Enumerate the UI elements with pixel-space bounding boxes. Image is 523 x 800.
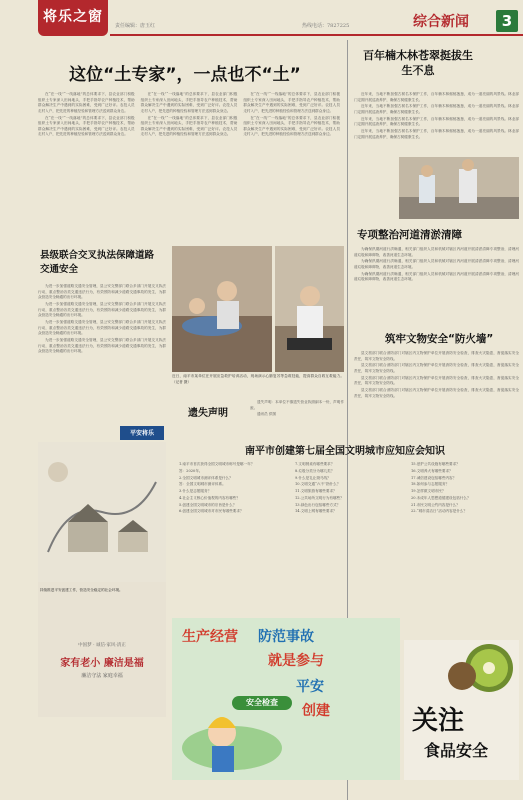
river-body xyxy=(354,247,519,317)
safety-line-4: 平安 xyxy=(296,679,324,695)
quiz-item: 7.文明餐桌有哪些要求？ xyxy=(295,462,335,466)
safety-line-1: 生产经营 xyxy=(182,629,238,645)
quiz-item: 16.文明养犬有哪些要求？ xyxy=(411,468,453,473)
notice-body xyxy=(250,400,344,430)
lead-paragraph: 在“在一线”“一线落地”的总体要求下，县农业部门积极组织土专家深入田间地头，手把手指导农户种植技术，帮助群众解决生产中遇到的实际困难，受到广泛好评。农技人员走村入户，把先进的种植经验和管理方法送到群众身边。 xyxy=(38,115,135,137)
photo-credit: （记者 摄） xyxy=(172,379,192,384)
masthead-logo-text: 将乐之窗 xyxy=(43,9,103,25)
quiz-item: 9.什么是礼让斑马线？ xyxy=(295,475,331,480)
notice-paragraph: 通讯员 供图 xyxy=(257,412,277,417)
river-paragraph: 为确保汛期河道行洪畅通，相关部门组织人员和机械对辖区内河道开展清淤清障专项整治，清理河道垃圾和障碍物，改善河道生态环境。 xyxy=(354,259,519,269)
quiz-item: 14.文明上网有哪些要求？ xyxy=(295,509,337,514)
notice-paragraph: 遗失声明：本单位不慎遗失营业执照副本一份，声明作废。 xyxy=(250,400,344,410)
trees-paragraph: 近年来，当地不断加强古树名木保护工作，百年楠木林郁郁葱葱，成为一道亮丽的风景线。林业部门定期开展巡查养护，确保古树健康生长。 xyxy=(354,104,519,114)
police-paragraph: 为进一步加强道路交通安全管理，县公安交警部门联合多部门开展交叉执法行动，重点整治各类交通违法行为，有效预防和减少道路交通事故的发生，为群众营造安全畅通的出行环境。 xyxy=(38,319,166,336)
photo-caption xyxy=(172,374,344,400)
food-safety-box xyxy=(404,640,519,780)
river-photo-graphic xyxy=(399,157,519,219)
culture-slogan: 家有老小 廉洁是福 xyxy=(60,658,144,669)
lead-body xyxy=(38,92,340,237)
quiz-item: 8.垃圾分类分为哪几类？ xyxy=(295,468,335,473)
quiz-item: 19.怎样做文明市民？ xyxy=(411,489,446,494)
quiz-item: 10.文明交通“六不”指什么？ xyxy=(295,482,341,487)
quiz-col-3 xyxy=(404,462,519,632)
food-safety-title: 关注 xyxy=(412,706,465,734)
police-paragraph: 为进一步加强道路交通安全管理，县公安交警部门联合多部门开展交叉执法行动，重点整治各类交通违法行为，有效预防和减少道路交通事故的发生，为群众营造安全畅通的出行环境。 xyxy=(38,284,166,300)
police-paragraph: 为进一步加强道路交通安全管理，县公安交警部门联合多部门开展交叉执法行动，重点整治各类交通违法行为，有效预防和减少道路交通事故的发生，为群众营造安全畅通的出行环境。 xyxy=(38,301,166,318)
fire-paragraph: 县文旅部门联合消防部门对辖区内文物保护单位开展消防安全检查，排查火灾隐患，督促落实安全责任，筑牢文物安全防线。 xyxy=(354,375,519,386)
fire-headline: 筑牢文物安全“防火墙” xyxy=(385,333,494,345)
notice-title: 遗失声明 xyxy=(188,408,228,418)
lead-paragraph: 在“在一线”“一线落地”的总体要求下，县农业部门积极组织土专家深入田间地头，手把手指导农户种植技术，帮助群众解决生产中遇到的实际困难，受到广泛好评。农技人员走村入户，把先进的种植经验和管理方法送到群众身边。 xyxy=(38,92,135,113)
police-headline: 县级联合交叉执法保障道路交通安全 xyxy=(40,250,155,275)
culture-ad-graphic xyxy=(38,442,166,582)
photo-training-graphic xyxy=(275,246,344,372)
masthead-logo xyxy=(38,0,108,36)
quiz-item: 22.“城市清洁日”活动内容是什么？ xyxy=(411,509,468,514)
police-badge-text: 平安将乐 xyxy=(129,430,154,437)
quiz-item: 答：全国文明城市测评体系。 xyxy=(179,482,226,487)
masthead-rule xyxy=(110,34,523,36)
lead-paragraph: 在“在一线”“一线落地”的总体要求下，县农业部门积极组织土专家深入田间地头，手把手指导农户种植技术，帮助群众解决生产中遇到的实际困难，受到广泛好评。农技人员走村入户，把先进的种植经验和管理方法送到群众身边。 xyxy=(140,92,238,113)
lead-paragraph: 在“在一线”“一线落地”的总体要求下，县农业部门积极组织土专家深入田间地头，手把手指导农户种植技术，帮助群众解决生产中遇到的实际困难，受到广泛好评。农技人员走村入户，把先进的种植经验和管理方法送到群众身边。 xyxy=(140,115,238,137)
fire-paragraph: 县文旅部门联合消防部门对辖区内文物保护单位开展消防安全检查，排查火灾隐患，督促落实安全责任，筑牢文物安全防线。 xyxy=(354,363,519,373)
police-paragraph: 为进一步加强道路交通安全管理，县公安交警部门联合多部门开展交叉执法行动，重点整治各类交通违法行为，有效预防和减少道路交通事故的发生，为群众营造安全畅通的出行环境。 xyxy=(38,337,166,354)
fire-body xyxy=(354,351,519,437)
quiz-item: 13.绿色出行包括哪些方式？ xyxy=(295,502,341,507)
quiz-item: 4.社会主义核心价值观的内容有哪些？ xyxy=(179,495,240,500)
left-caption: 持续推进平安创建工作，营造安全稳定的社会环境。 xyxy=(40,588,123,592)
editor-line: 责任编辑：唐玉红 xyxy=(115,23,156,29)
masthead xyxy=(0,0,523,40)
police-badge xyxy=(120,426,164,440)
police-body xyxy=(38,284,166,422)
photo-cpr-graphic xyxy=(172,246,272,372)
river-paragraph: 为确保汛期河道行洪畅通，相关部门组织人员和机械对辖区内河道开展清淤清障专项整治，清理河道垃圾和障碍物，改善河道生态环境。 xyxy=(354,271,519,282)
safety-poster xyxy=(172,618,400,780)
trees-paragraph: 近年来，当地不断加强古树名木保护工作，百年楠木林郁郁葱葱，成为一道亮丽的风景线。林业部门定期开展巡查养护，确保古树健康生长。 xyxy=(354,92,519,102)
hotline: 热线电话：7827225 xyxy=(302,23,350,29)
quiz-item: 1.南平市首次获得全国文明城市称号是哪一年？ xyxy=(179,462,255,466)
safety-line-3: 就是参与 xyxy=(268,653,324,669)
trees-paragraph: 近年来，当地不断加强古树名木保护工作，百年楠木林郁郁葱葱，成为一道亮丽的风景线。林业部门定期开展巡查养护，确保古树健康生长。 xyxy=(354,116,519,127)
quiz-item: 答：2020年。 xyxy=(179,468,203,473)
river-photo xyxy=(399,157,519,219)
fire-paragraph: 县文旅部门联合消防部门对辖区内文物保护单位开展消防安全检查，排查火灾隐患，督促落实安全责任，筑牢文物安全防线。 xyxy=(354,388,519,398)
photo-pair xyxy=(172,246,344,372)
quiz-item: 6.创建全国文明城市对市民有哪些要求？ xyxy=(179,509,244,514)
quiz-item: 5.创建全国文明城市的宗旨是什么？ xyxy=(179,502,237,507)
safety-badge: 安全检查 xyxy=(232,696,292,710)
lead-paragraph: 在“在一线”“一线落地”的总体要求下，县农业部门积极组织土专家深入田间地头，手把手指导农户种植技术，帮助群众解决生产中遇到的实际困难，受到广泛好评。农技人员走村入户，把先进的种植经验和管理方法送到群众身边。 xyxy=(243,115,340,137)
trees-headline: 百年楠木林苍翠挺拔生生不息 xyxy=(363,49,473,77)
culture-sub: 廉洁守法 家庭幸福 xyxy=(81,673,123,679)
quiz-item: 12.公共场所文明行为有哪些？ xyxy=(295,495,344,500)
photo-training xyxy=(275,246,344,372)
quiz-item: 2.全国文明城市测评体系是什么？ xyxy=(179,475,233,480)
culture-small-text: 中国梦 · 诚信·家风·清正 xyxy=(78,643,126,648)
photo-cpr xyxy=(172,246,272,372)
quiz-item: 18.如何参与志愿服务？ xyxy=(411,482,450,487)
fire-paragraph: 县文旅部门联合消防部门对辖区内文物保护单位开展消防安全检查，排查火灾隐患，督促落实安全责任，筑牢文物安全防线。 xyxy=(354,351,519,361)
quiz-col-1 xyxy=(172,462,282,612)
quiz-item: 3.什么是志愿服务？ xyxy=(179,489,212,494)
lead-paragraph: 在“在一线”“一线落地”的总体要求下，县农业部门积极组织土专家深入田间地头，手把手指导农户种植技术，帮助群众解决生产中遇到的实际困难，受到广泛好评。农技人员走村入户，把先进的种植经验和管理方法送到群众身边。 xyxy=(243,92,340,113)
quiz-item: 11.文明旅游有哪些要求？ xyxy=(295,489,337,494)
quiz-col-2 xyxy=(288,462,398,612)
safety-line-5: 创建 xyxy=(302,703,330,719)
lead-headline: 这位“土专家”，一点也不“土” xyxy=(69,65,301,85)
quiz-item: 15.爱护公共设施有哪些要求？ xyxy=(411,462,460,466)
page-number: 3 xyxy=(496,10,518,32)
quiz-title: 南平市创建第七届全国文明城市应知应会知识 xyxy=(245,446,445,457)
safety-line-2: 防范事故 xyxy=(258,629,314,645)
river-paragraph: 为确保汛期河道行洪畅通，相关部门组织人员和机械对辖区内河道开展清淤清障专项整治，清理河道垃圾和障碍物，改善河道生态环境。 xyxy=(354,247,519,257)
section-title: 综合新闻 xyxy=(413,14,469,30)
river-headline: 专项整治河道清淤清障 xyxy=(357,229,462,241)
quiz-item: 17.诚信建设包括哪些内容？ xyxy=(411,475,457,480)
culture-ad xyxy=(38,442,166,717)
quiz-item: 20.未成年人思想道德建设包括什么？ xyxy=(411,495,471,500)
food-safety-title-2: 食品安全 xyxy=(424,741,489,760)
quiz-item: 21.市民文明公约内容是什么？ xyxy=(411,502,460,507)
trees-paragraph: 近年来，当地不断加强古树名木保护工作，百年楠木林郁郁葱葱，成为一道亮丽的风景线。林业部门定期开展巡查养护，确保古树健康生长。 xyxy=(354,129,519,139)
photo-caption-text: 近日，南平市某单位在开展应急救护培训活动，现场演示心肺复苏等急救技能，提高群众自救互救能力。 xyxy=(172,374,344,378)
